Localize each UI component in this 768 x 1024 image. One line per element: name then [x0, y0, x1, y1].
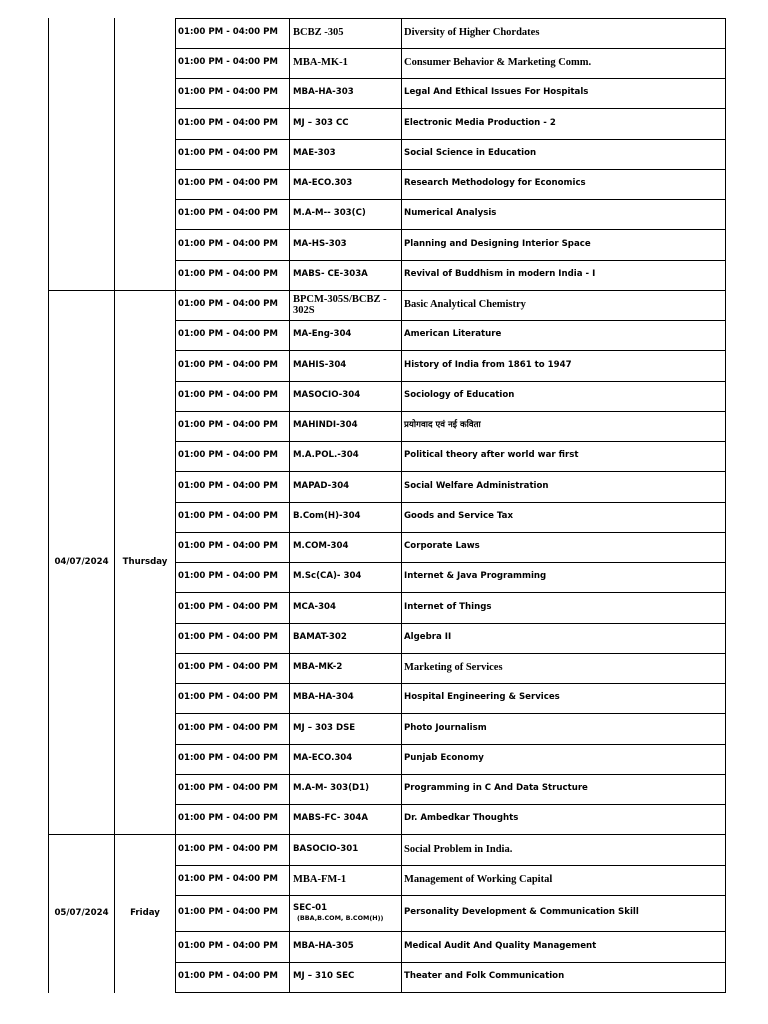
subject-name: Goods and Service Tax	[404, 511, 513, 522]
exam-time: 01:00 PM - 04:00 PM	[178, 601, 278, 612]
course-code: BASOCIO-301	[293, 843, 359, 854]
course-code: BCBZ -305	[293, 27, 344, 39]
exam-time: 01:00 PM - 04:00 PM	[178, 692, 278, 703]
course-code: B.Com(H)-304	[293, 511, 361, 522]
course-code	[291, 895, 399, 931]
table-border-right	[725, 18, 726, 993]
course-code: MA-HS-303	[293, 238, 347, 249]
exam-time: 01:00 PM - 04:00 PM	[178, 359, 278, 370]
exam-time: 01:00 PM - 04:00 PM	[178, 722, 278, 733]
exam-time: 01:00 PM - 04:00 PM	[178, 541, 278, 552]
course-code: MBA-HA-305	[293, 940, 354, 951]
exam-time: 01:00 PM - 04:00 PM	[178, 238, 278, 249]
subject-name: Research Methodology for Economics	[404, 178, 586, 189]
course-code: BAMAT-302	[293, 632, 347, 643]
subject-name: Electronic Media Production - 2	[404, 117, 556, 128]
subject-name: Medical Audit And Quality Management	[404, 940, 597, 951]
subject-name: Marketing of Services	[404, 662, 503, 674]
course-code: MAHINDI-304	[293, 420, 358, 431]
exam-date: 05/07/2024	[54, 908, 109, 918]
course-code: MCA-304	[293, 601, 337, 612]
exam-time: 01:00 PM - 04:00 PM	[178, 390, 278, 401]
subject-name: प्रयोगवाद एवं नई कविता	[404, 420, 481, 431]
course-code: MABS-FC- 304A	[293, 813, 369, 824]
exam-time: 01:00 PM - 04:00 PM	[178, 940, 278, 951]
course-code: BPCM-305S/BCBZ - 302S	[293, 293, 387, 316]
exam-time: 01:00 PM - 04:00 PM	[178, 480, 278, 491]
exam-time: 01:00 PM - 04:00 PM	[178, 843, 278, 854]
subject-name: Internet & Java Programming	[404, 571, 547, 582]
subject-name: Consumer Behavior & Marketing Comm.	[404, 57, 592, 69]
exam-time: 01:00 PM - 04:00 PM	[178, 117, 278, 128]
course-code: M.A-M- 303(D1)	[293, 783, 370, 794]
subject-name: Basic Analytical Chemistry	[404, 299, 526, 311]
subject-name: American Literature	[404, 329, 502, 340]
exam-time: 01:00 PM - 04:00 PM	[178, 148, 278, 159]
course-code: MBA-FM-1	[293, 874, 347, 886]
row-divider	[175, 992, 726, 993]
subject-name: Revival of Buddhism in modern India - I	[404, 269, 596, 280]
course-code: MA-ECO.303	[293, 178, 353, 189]
subject-name: Social Science in Education	[404, 148, 537, 159]
course-code: MABS- CE-303A	[293, 269, 368, 280]
course-code: MAPAD-304	[293, 480, 350, 491]
exam-time: 01:00 PM - 04:00 PM	[178, 178, 278, 189]
course-code: MBA-MK-1	[293, 57, 348, 69]
exam-time: 01:00 PM - 04:00 PM	[178, 208, 278, 219]
exam-time: 01:00 PM - 04:00 PM	[178, 420, 278, 431]
exam-time: 01:00 PM - 04:00 PM	[178, 813, 278, 824]
subject-name: Punjab Economy	[404, 753, 484, 764]
exam-time: 01:00 PM - 04:00 PM	[178, 971, 278, 982]
course-code: MAE-303	[293, 148, 336, 159]
subject-name: Sociology of Education	[404, 390, 515, 401]
exam-date: 04/07/2024	[54, 557, 109, 567]
course-code-note: (BBA,B.COM, B.COM(H))	[297, 914, 384, 923]
subject-name: Personality Development & Communication Skill	[404, 907, 639, 918]
subject-name: Photo Journalism	[404, 722, 487, 733]
exam-time: 01:00 PM - 04:00 PM	[178, 753, 278, 764]
course-code: M.A.POL.-304	[293, 450, 359, 461]
exam-day: Friday	[130, 908, 160, 918]
subject-name: Social Welfare Administration	[404, 480, 549, 491]
course-code-main: SEC-01	[293, 903, 328, 914]
exam-time: 01:00 PM - 04:00 PM	[178, 662, 278, 673]
subject-name: Diversity of Higher Chordates	[404, 27, 540, 39]
course-code: MBA-MK-2	[293, 662, 343, 673]
exam-time: 01:00 PM - 04:00 PM	[178, 269, 278, 280]
subject-name: Dr. Ambedkar Thoughts	[404, 813, 519, 824]
course-code: MA-Eng-304	[293, 329, 352, 340]
subject-name: Political theory after world war first	[404, 450, 579, 461]
exam-time: 01:00 PM - 04:00 PM	[178, 632, 278, 643]
exam-time: 01:00 PM - 04:00 PM	[178, 27, 278, 38]
exam-time: 01:00 PM - 04:00 PM	[178, 907, 278, 918]
course-code: MJ – 310 SEC	[293, 971, 355, 982]
course-code: M.Sc(CA)- 304	[293, 571, 362, 582]
subject-name: Theater and Folk Communication	[404, 971, 565, 982]
course-code: MAHIS-304	[293, 359, 347, 370]
course-code: MA-ECO.304	[293, 753, 353, 764]
exam-time: 01:00 PM - 04:00 PM	[178, 329, 278, 340]
course-code: M.COM-304	[293, 541, 349, 552]
subject-name: Internet of Things	[404, 601, 492, 612]
course-code: M.A-M-- 303(C)	[293, 208, 366, 219]
subject-name: Legal And Ethical Issues For Hospitals	[404, 87, 589, 98]
exam-time: 01:00 PM - 04:00 PM	[178, 874, 278, 885]
course-code: MJ – 303 CC	[293, 117, 349, 128]
subject-name: History of India from 1861 to 1947	[404, 359, 572, 370]
exam-time: 01:00 PM - 04:00 PM	[178, 783, 278, 794]
course-code: MBA-HA-303	[293, 87, 354, 98]
subject-name: Management of Working Capital	[404, 874, 553, 886]
course-code: MBA-HA-304	[293, 692, 354, 703]
course-code: MJ – 303 DSE	[293, 722, 356, 733]
subject-name: Programming in C And Data Structure	[404, 783, 588, 794]
exam-time: 01:00 PM - 04:00 PM	[178, 57, 278, 68]
exam-time: 01:00 PM - 04:00 PM	[178, 87, 278, 98]
exam-time: 01:00 PM - 04:00 PM	[178, 571, 278, 582]
course-code: MASOCIO-304	[293, 390, 361, 401]
subject-name: Algebra II	[404, 632, 452, 643]
exam-time: 01:00 PM - 04:00 PM	[178, 511, 278, 522]
subject-name: Corporate Laws	[404, 541, 480, 552]
subject-name: Hospital Engineering & Services	[404, 692, 560, 703]
subject-name: Social Problem in India.	[404, 843, 513, 855]
exam-day: Thursday	[122, 557, 168, 567]
subject-name: Numerical Analysis	[404, 208, 497, 219]
exam-time: 01:00 PM - 04:00 PM	[178, 450, 278, 461]
exam-time: 01:00 PM - 04:00 PM	[178, 299, 278, 310]
subject-name: Planning and Designing Interior Space	[404, 238, 591, 249]
